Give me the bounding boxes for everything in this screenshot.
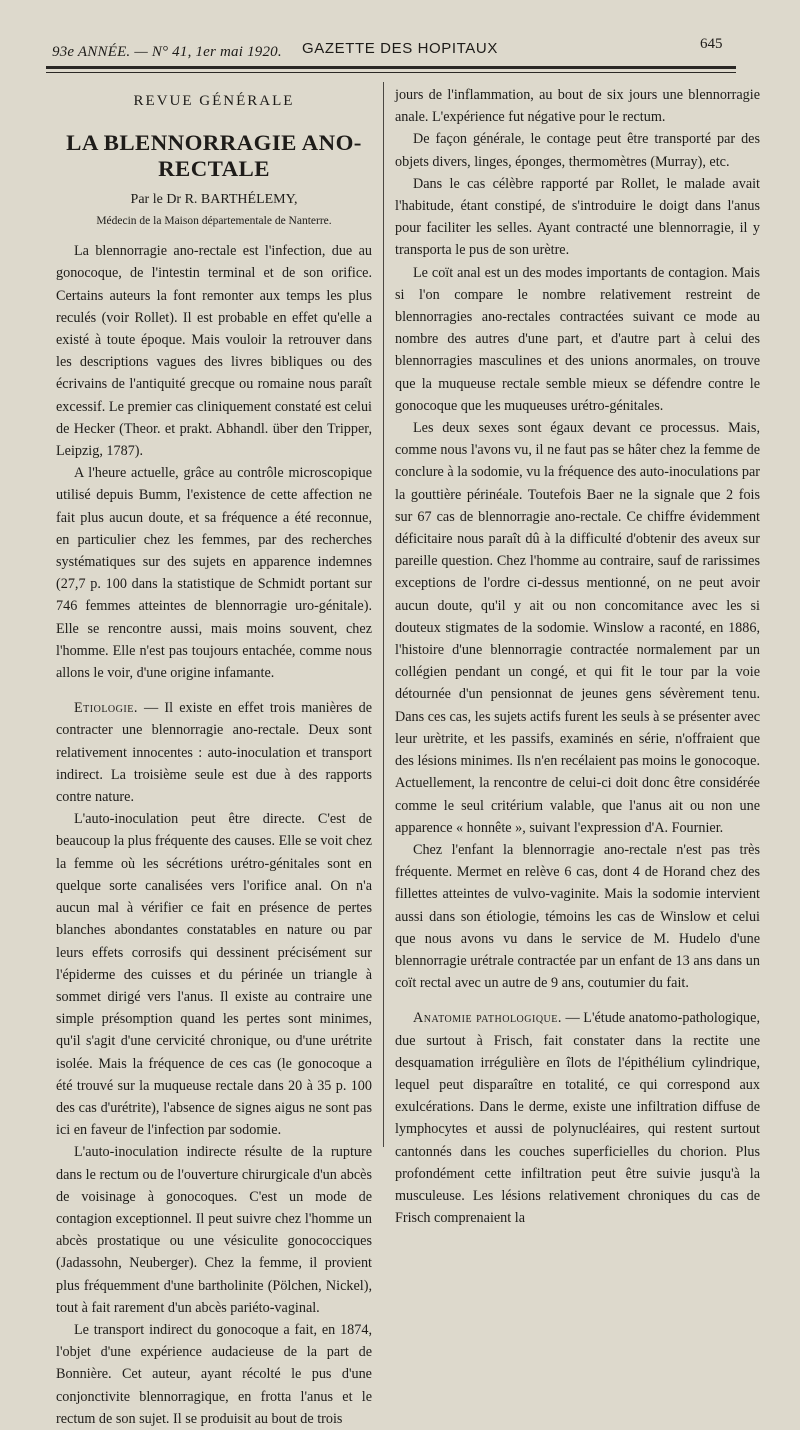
column-divider: [383, 82, 384, 1147]
etiology-text: — Il existe en effet trois manières de contracter une blennorragie ano-rectale. Deux sont relativement innocentes : auto-inoculation et transport indirect. La troisième seule est due à des rapports contre nature.: [56, 700, 372, 806]
anal-coitus-paragraph: Le coït anal est un des modes importants de contagion. Mais si l'on compare le nombre relativement restreint de blennorragies ano-rectales contractées suivant ce mode au nombre des autres d'une part, et d'autre part à celui des blennorragies masculines et des unions anormales, on trouve que la muqueuse rectale semble mieux se défendre contre le gonocoque que les muqueuses urétro-génitales.: [395, 264, 760, 414]
header-rule-thick: [46, 66, 736, 69]
etiology-heading: Etiologie.: [74, 700, 138, 717]
anatomy-paragraph: [395, 1007, 760, 1229]
article-title: LA BLENNORRAGIE ANO-RECTALE: [66, 130, 362, 182]
etiology-paragraph: [56, 697, 372, 808]
intro-paragraph-2: A l'heure actuelle, grâce au contrôle microscopique utilisé depuis Bumm, l'existence de cette affection ne fait plus aucun doute, et sa fréquence a été reconnue, en particulier chez les femmes, par des recherches systématiques sur des sujets en apparence indemnes (27,7 p. 100 dans la statistique de Schmidt portant sur 746 femmes atteintes de blennorragie uro-génitale). Elle se rencontre aussi, mais moins souvent, chez l'homme. Elle n'est pas toujours entachée, comme nous allons le voir, d'une origine infamante.: [56, 465, 372, 682]
children-paragraph: Chez l'enfant la blennorragie ano-rectale n'est pas très fréquente. Mermet en relève 6 cas, dont 4 de Horand chez des fillettes atteintes de vulvo-vaginite. Mais la sodomie intervient aussi dans son étiologie, témoins les cas de Winslow et celui que nous avons vu dans le service de M. Hudelo d'une blennorragie urétrale contractée par un enfant de 13 ans dans un coït rectal avec un autre de 9 ans, coutumier du fait.: [395, 841, 760, 992]
author-affiliation: Médecin de la Maison départementale de Nanterre.: [96, 215, 332, 228]
journal-title: GAZETTE DES HOPITAUX: [302, 40, 498, 57]
objects-paragraph: De façon générale, le contage peut être transporté par des objets divers, linges, éponges, thermomètres (Murray), etc.: [395, 131, 760, 170]
page-number: 645: [700, 36, 723, 52]
continued-paragraph: jours de l'inflammation, au bout de six jours une blennorragie anale. L'expérience fut négative pour le rectum.: [395, 87, 760, 126]
sexes-paragraph: Les deux sexes sont égaux devant ce processus. Mais, comme nous l'avons vu, il ne faut pas se hâter chez la femme de conclure à la sodomie, vu la fréquence des auto-inoculations par la gouttière périnéale. Toutefois Baer ne la signale que 2 fois sur 67 cas de blennorragie ano-rectale. Ce chiffre évidemment déficitaire nous paraît dû à la difficulté d'obtenir des aveux sur pareille question. Chez l'homme au contraire, sauf de rarissimes exceptions de l'ordre ci-dessus mentionné, on ne peut avoir aucun doute, qu'il y ait ou non concomitance avec les si douteux stigmates de la sodomie. Winslow a raconté, en 1886, l'histoire d'une blennorragie contractée normalement par un collégien pendant un congé, et qui fit le tour par la voie détournée d'un pensionnat de jeunes gens sévèrement tenu. Dans ces cas, les sujets actifs furent les seuls à se présenter avec leur urètrite, et les passifs, examinés en série, n'offraient que des lésions minimes. Ils n'en recélaient pas moins le gonocoque. Actuellement, la rencontre de celui-ci doit donc être considérée comme le seul critérium valable, que l'anus ait ou non une apparence « honnête », suivant l'expression d'A. Fournier.: [395, 420, 760, 836]
auto-inoculation-paragraph: L'auto-inoculation peut être directe. C'est de beaucoup la plus fréquente des causes. Elle se voit chez la femme où les sécrétions urétro-génitales sont en quelque sorte canalisées vers l'orifice anal. On n'a aucun mal à vérifier ce fait en présence de pertes blanches abondantes constatables en nature ou par leurs effets corrosifs qui dessinent précisément sur l'épiderme des cuisses et du périnée un triangle à sommet dirigé vers l'anus. Il existe au contraire une simple présomption quand les pertes sont minimes, qu'il s'agit d'une cervicité chronique, ou d'une urétrite isolée. Mais la fréquence de ces cas (le gonocoque a été trouvé sur la muqueuse rectale dans 20 à 35 p. 100 des cas d'urétrite), l'absence de signes aigus ne sont pas ici en faveur de l'infection par sodomie.: [56, 811, 372, 1139]
anatomy-text: — L'étude anatomo-pathologique, due surtout à Frisch, fait constater dans la rectite une desquamation irrégulière en îlots de l'épithélium cylindrique, lequel peut disparaître en totalité, ce qui correspond aux exulcérations. Dans le derme, existe une infiltration diffuse de lymphocytes et aussi de polynucléaires, qui restent surtout cantonnés dans les couches superficielles du chorion. Plus profondément cette infiltration peut être suivie jusqu'à la musculeuse. Les lésions relativement chroniques du cas de Frisch comprenaient la: [395, 1010, 760, 1227]
intro-paragraph-1: La blennorragie ano-rectale est l'infection, due au gonocoque, de l'intestin terminal et de son orifice. Certains auteurs la font remonter aux temps les plus reculés (voir Rollet). Il est probable en effet qu'elle a existé à toute époque. Mais vouloir la retrouver dans les descriptions vagues des livres bibliques ou des écrivains de l'antiquité grecque ou romaine nous paraît excessif. Le premier cas cliniquement constaté est celui de Hecker (Theor. et prakt. Abhandl. über den Tripper, Leipzig, 1787).: [56, 243, 372, 460]
header-rule-thin: [46, 72, 736, 73]
section-label: REVUE GÉNÉRALE: [133, 93, 295, 109]
indirect-transport-paragraph: Le transport indirect du gonocoque a fait, en 1874, l'objet d'une expérience audacieuse de la part de Bonnière. Cet auteur, ayant récolté le pus d'une conjonctivite blennorragique, en frotta l'anus et le rectum de son sujet. Il se produisit au bout de trois: [56, 1321, 372, 1427]
issue-line: 93e ANNÉE. — N° 41, 1er mai 1920.: [52, 44, 282, 60]
rollet-case-paragraph: Dans le cas célèbre rapporté par Rollet, le malade avait l'habitude, étant constipé, de s'introduire le doigt dans l'anus pour faciliter les selles. Ayant contracté une blennorragie, il y transporta le pus de son urètre.: [395, 175, 760, 259]
right-column: [395, 84, 760, 1229]
indirect-inoculation-paragraph: L'auto-inoculation indirecte résulte de la rupture dans le rectum ou de l'ouverture chirurgicale d'un abcès de voisinage à gonocoques. C'est un mode de contagion exceptionnel. Il peut suivre chez l'homme un abcès prostatique ou une vésiculite gonococciques (Jadassohn, Neuberger). Chez la femme, il provient plus fréquemment d'une bartholinite (Pölchen, Nickel), tout à fait rarement d'un abcès pariéto-vaginal.: [56, 1144, 372, 1316]
author-byline: Par le Dr R. BARTHÉLEMY,: [130, 192, 298, 208]
left-column: [56, 84, 372, 1430]
anatomy-heading: Anatomie pathologique.: [413, 1010, 562, 1027]
page-header: [0, 0, 800, 80]
